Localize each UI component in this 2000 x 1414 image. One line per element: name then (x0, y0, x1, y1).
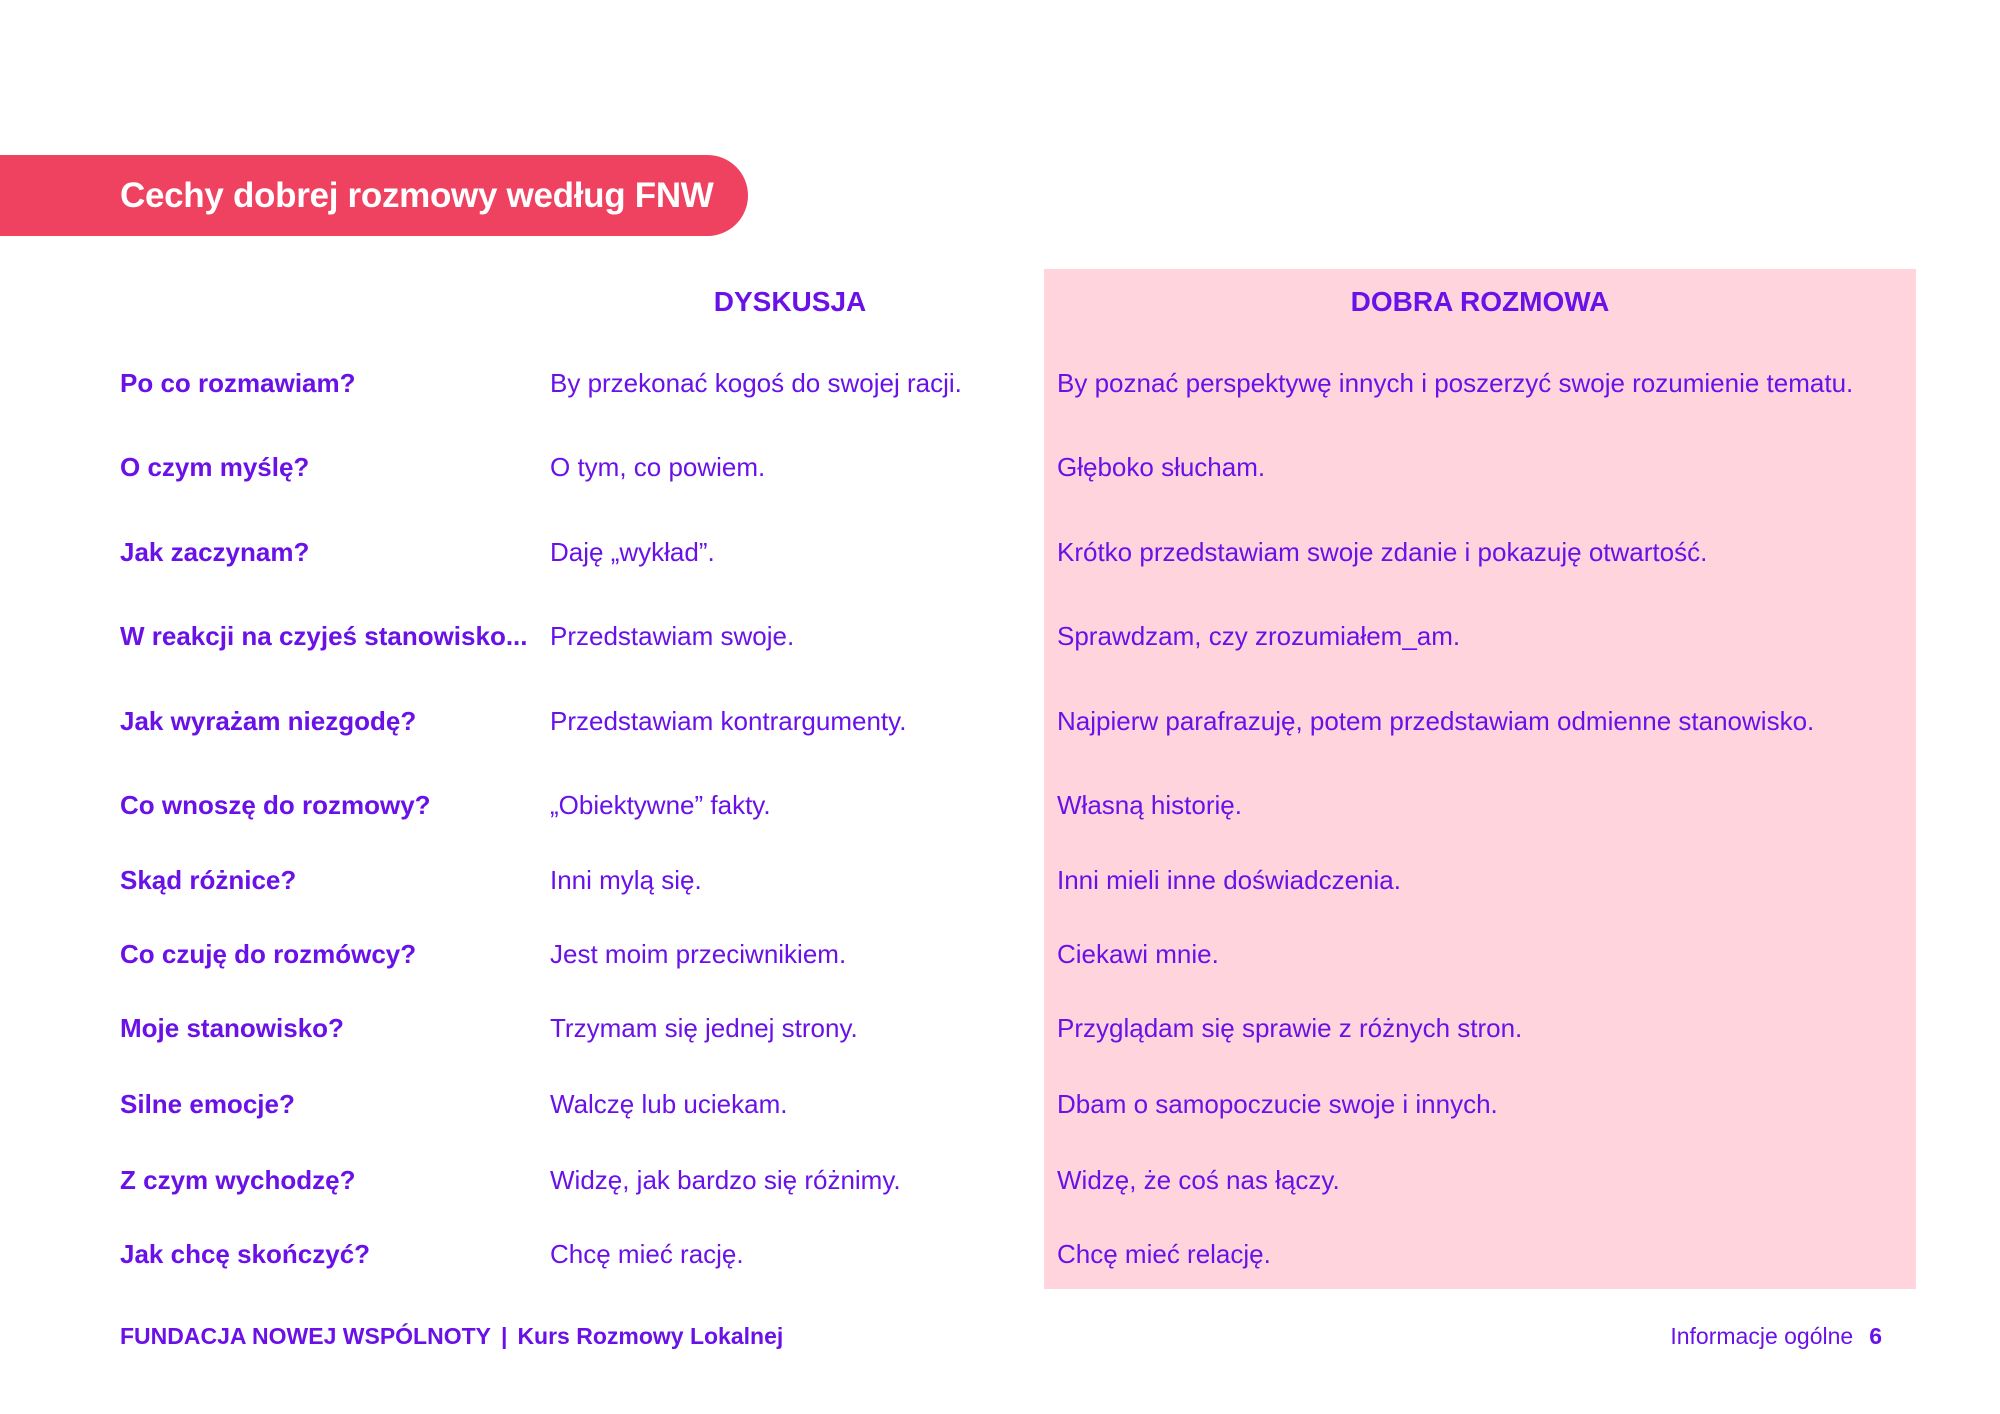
comparison-row (0, 860, 2000, 900)
row-discussion: Chcę mieć rację. (550, 1239, 744, 1269)
page-title: Cechy dobrej rozmowy według FNW (120, 175, 714, 215)
row-good-conversation: Widzę, że coś nas łączy. (1057, 1165, 1340, 1195)
column-header-discussion: DYSKUSJA (713, 286, 867, 317)
comparison-row (0, 1084, 2000, 1124)
comparison-row (0, 1008, 2000, 1048)
course-name: Kurs Rozmowy Lokalnej (517, 1322, 784, 1349)
foundation-logo: FUNDACJA NOWEJ WSPÓLNOTY (120, 1322, 491, 1349)
row-good-conversation: Chcę mieć relację. (1057, 1239, 1271, 1269)
row-discussion: Jest moim przeciwnikiem. (550, 939, 847, 969)
comparison-row (0, 363, 2000, 403)
comparison-row (0, 447, 2000, 487)
row-good-conversation: Głęboko słucham. (1057, 452, 1266, 482)
row-good-conversation: Ciekawi mnie. (1057, 939, 1219, 969)
footer-page-info (1670, 1318, 1882, 1354)
column-header-good-conversation: DOBRA ROZMOWA (1350, 286, 1610, 317)
row-question: W reakcji na czyjeś stanowisko... (120, 621, 528, 651)
row-discussion: Widzę, jak bardzo się różnimy. (550, 1165, 901, 1195)
footer-branding (120, 1318, 783, 1354)
row-discussion: By przekonać kogoś do swojej racji. (550, 368, 962, 398)
row-question: Jak chcę skończyć? (120, 1239, 371, 1269)
row-good-conversation: Dbam o samopoczucie swoje i innych. (1057, 1089, 1498, 1119)
row-discussion: Daję „wykład”. (550, 537, 715, 567)
row-discussion: O tym, co powiem. (550, 452, 766, 482)
comparison-row (0, 1160, 2000, 1200)
row-question: Jak wyrażam niezgodę? (120, 706, 417, 736)
row-good-conversation: Sprawdzam, czy zrozumiałem_am. (1057, 621, 1461, 651)
comparison-row (0, 934, 2000, 974)
row-good-conversation: Inni mieli inne doświadczenia. (1057, 865, 1401, 895)
row-discussion: Walczę lub uciekam. (550, 1089, 788, 1119)
comparison-row (0, 616, 2000, 656)
row-question: Co wnoszę do rozmowy? (120, 790, 431, 820)
row-discussion: Przedstawiam swoje. (550, 621, 795, 651)
row-good-conversation: Krótko przedstawiam swoje zdanie i pokazuję otwartość. (1057, 537, 1708, 567)
row-question: Silne emocje? (120, 1089, 295, 1119)
row-discussion: Inni mylą się. (550, 865, 702, 895)
row-question: Po co rozmawiam? (120, 368, 356, 398)
row-discussion: „Obiektywne” fakty. (550, 790, 771, 820)
row-discussion: Trzymam się jednej strony. (550, 1013, 858, 1043)
row-discussion: Przedstawiam kontrargumenty. (550, 706, 907, 736)
comparison-row (0, 785, 2000, 825)
row-good-conversation: Przyglądam się sprawie z różnych stron. (1057, 1013, 1523, 1043)
footer-separator: | (501, 1322, 508, 1349)
row-question: Jak zaczynam? (120, 537, 310, 567)
row-question: Skąd różnice? (120, 865, 297, 895)
row-question: Z czym wychodzę? (120, 1165, 356, 1195)
title-banner (0, 155, 748, 236)
comparison-row (0, 532, 2000, 572)
comparison-row (0, 1234, 2000, 1274)
section-name: Informacje ogólne (1670, 1322, 1854, 1349)
row-good-conversation: By poznać perspektywę innych i poszerzyć swoje rozumienie tematu. (1057, 368, 1854, 398)
row-question: Co czuję do rozmówcy? (120, 939, 417, 969)
row-question: O czym myślę? (120, 452, 310, 482)
row-question: Moje stanowisko? (120, 1013, 344, 1043)
comparison-row (0, 701, 2000, 741)
row-good-conversation: Własną historię. (1057, 790, 1242, 820)
page-number: 6 (1869, 1322, 1882, 1349)
row-good-conversation: Najpierw parafrazuję, potem przedstawiam odmienne stanowisko. (1057, 706, 1815, 736)
good-conversation-panel (1044, 269, 1916, 1289)
